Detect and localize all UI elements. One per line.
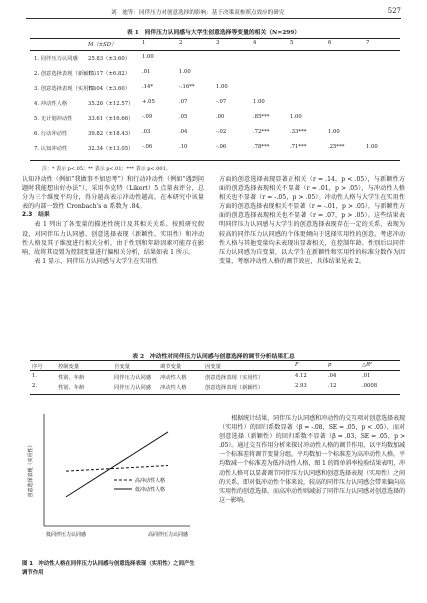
table1-cell: 10.04（±3.60） (88, 86, 130, 92)
right-column-text (219, 175, 405, 266)
table1-cell: -.07 (216, 99, 227, 105)
table1-cell: -.02 (216, 129, 227, 135)
left-column-text (22, 175, 204, 266)
table2-cell: 性别、年龄 (58, 385, 85, 391)
table2-cell: 4.12 (295, 373, 307, 379)
table1-row-label: 5. 无计划冲动性 (34, 116, 73, 122)
table1-cell: +.05 (142, 99, 155, 105)
table1-row (30, 54, 400, 63)
table1-col-header: 1 (142, 40, 146, 46)
table1-row-label: 4. 冲动性人格 (34, 101, 68, 107)
table1-row (30, 84, 400, 93)
table1-row-label: 1. 同伴压力认同感 (34, 56, 78, 62)
table1-row (30, 114, 400, 123)
table1-cell: .33*** (290, 129, 307, 135)
table2-col-header: 因变量 (205, 364, 221, 370)
x-tick-label: 低同伴压力认同感 (45, 532, 87, 538)
figure-1 (22, 408, 194, 548)
table2-cell: 2. (32, 383, 38, 389)
table1-cell: .04 (179, 129, 188, 135)
table1-row-label: 7. 认知冲动性 (34, 146, 68, 152)
table1-row-label: 3. 创意选择表现（实用性） (34, 86, 100, 92)
table1-col-header: 3 (216, 40, 220, 46)
table1-header-row (30, 40, 400, 49)
table1-col-header: 2 (179, 40, 183, 46)
table2-cell: 2.93 (295, 383, 307, 389)
table2-cell: 冲动性人格 (160, 385, 187, 391)
table1-header-rule (30, 50, 400, 51)
table1-cell: .10 (179, 144, 188, 150)
table1-col-header: M（±SD） (88, 42, 117, 48)
table1-cell: 1.00 (253, 99, 265, 105)
table1-cell: .72*** (253, 129, 270, 135)
table2-cell: 性别、年龄 (58, 375, 85, 381)
right-column-paragraph: 方面的创意选择表现显著正相关（r = .14，p < .05），与新颖性方面的创意选择表现相关不显著（r = .01，p > .05），与冲动性人格相关也不显著（r = -.05，p > .05）。冲动性人格与大学生在实用性方面的创意选择表现相关不显著（r = -.01，p > .05），与新颖性方面的创意选择表现相关也不显著（r = .07，p > .05）。这些结果表明同伴压力认同感与大学生的创意选择表现存在一定的关系，表现为较高的同伴压力认同感的个体更倾向于选择实用性的创意。考虑冲动性人格与其他变量均未表现出显著相关，在控制年龄、性别后以同伴压力认同感为自变量，以大学生在新颖性和实用性的标准分数作为因变量，考察冲动性人格的调节效应，具体结果见表 2。 (219, 176, 405, 265)
table2-cell: 创意选择表现（实用性） (205, 375, 264, 381)
table1-bottom-rule (30, 160, 400, 161)
table1-cell: -.06 (216, 144, 227, 150)
table1-cell: .03 (142, 129, 151, 135)
table1-row (30, 144, 400, 153)
running-header (26, 6, 401, 19)
table1-cell: .78*** (253, 144, 270, 150)
left-column-paragraph: 表 1 显示，同伴压力认同感与大学生在实用性 (34, 257, 158, 265)
y-axis-label: 创意选择表现（实用性） (28, 442, 34, 498)
running-head: 刘 迪等：同伴压力对创意选择的影响：基于决策双参照点效应的研究 (111, 10, 285, 16)
table2-top-rule (30, 360, 400, 361)
table1-cell: .14* (142, 84, 154, 90)
table1-row (30, 69, 400, 78)
table1-cell: -.16** (179, 84, 195, 90)
table2-col-header: 调节变量 (160, 364, 182, 370)
table2-col-header: 自变量 (114, 364, 130, 370)
table2 (30, 360, 400, 396)
table1-cell: .01 (142, 69, 151, 75)
table2-col-header: 控制变量 (58, 364, 80, 370)
table1-col-header: 4 (253, 40, 257, 46)
table1-row-label: 2. 创意选择表现（新颖性） (34, 71, 100, 77)
table1-cell: 39.82（±18.43） (88, 131, 134, 137)
table1-row-label: 6. 行动冲动性 (34, 131, 68, 137)
table2-cell: 同伴压力认同感 (114, 385, 152, 391)
left-column-paragraph: 表 1 列出了各变量的描述性统计及其相关关系。按照研究假设，对同伴压力认同感、创意选择表现（新颖性、实用性）和冲动性人格及其子维度进行相关分析，由于性别和年龄因素可能存在影响，故将其设置为控制变量进行偏相关分析，结果如表 1 所示。 (22, 221, 204, 256)
table1-cell: 11.17（±6.82） (88, 71, 130, 77)
table1-note: 注：* 表示 p<.05；** 表示 p<.01；*** 表示 p<.001。 (42, 166, 171, 172)
legend-label: 高冲动性人格 (135, 478, 166, 484)
table1 (30, 38, 400, 162)
table2-col-header: 序号 (32, 364, 43, 370)
x-tick-label: 高同伴压力认同感 (147, 532, 189, 538)
left-column-paragraph: 认知冲动性（例如“我做事不加思考”）和行动冲动性（例如“遇到问题时我能想出好办法”），采用李克特（Likert）5 点量表评分，总分为三个维度平均分，得分越高表示冲动性越高。在本研究中该量表的内部一致性 Cronbach's α 系数为 .84。 (22, 176, 204, 211)
series-line-high-impulsivity (66, 466, 168, 472)
table1-row (30, 129, 400, 138)
table2-cell: .04 (328, 373, 337, 379)
table1-cell: 1.00 (290, 114, 302, 120)
table2-col-header: △R² (362, 362, 373, 368)
table1-top-rule (30, 38, 400, 39)
table2-bottom-rule (30, 394, 400, 395)
table1-cell: .25*** (328, 144, 345, 150)
table1-cell: .85*** (253, 114, 270, 120)
table1-cell: 1.00 (328, 129, 340, 135)
page-number: 527 (387, 7, 401, 15)
table2-cell: 同伴压力认同感 (114, 375, 152, 381)
table1-cell: .00 (216, 114, 225, 120)
table1-col-header: 6 (328, 40, 332, 46)
table1-row (30, 99, 400, 108)
table1-col-header: 7 (366, 40, 370, 46)
table1-cell: .05 (179, 114, 188, 120)
table2-cell: .0008 (362, 383, 378, 389)
table2-cell: .01 (362, 373, 371, 379)
table2-col-header: F (295, 362, 299, 368)
table1-cell: 1.00 (179, 69, 191, 75)
table2-cell: 创意选择表现（新颖性） (205, 385, 264, 391)
table1-cell: 32.34（±13.05） (88, 146, 134, 152)
figure-caption: 图 1 冲动性人格在同伴压力认同感与创意选择表现（实用性）之间产生调节作用 (22, 561, 195, 576)
table2-title: 表 2 冲动性对同伴压力认同感与创意选择的调节分析结果汇总 (132, 354, 295, 360)
table1-cell: 1.00 (366, 144, 378, 150)
table2-cell: .12 (328, 383, 337, 389)
table2-col-header: p (328, 362, 332, 368)
table1-cell: 33.61（±16.66） (88, 116, 134, 122)
table2-cell: 1. (32, 373, 38, 379)
table1-cell: -.09 (142, 114, 153, 120)
table1-cell: 1.00 (216, 84, 228, 90)
table2-cell: 冲动性人格 (160, 375, 187, 381)
right-column-paragraph: 根据统计结果，同伴压力认同感和冲动性的交互项对创意选择表现（实用性）的回归系数显著（β = -.08，SE = .05，p < .05），而对创意选择（新颖性）的回归系数不显著（β = .03，SE = .05，p > .05）。通过交互作用分析来探讨冲动性人格的调节作用，以平均数加减一个标准差将调节变量分组，平均数加一个标准差为高冲动性人格，平均数减一个标准差为低冲动性人格，图 1 的简单斜率检验结果表明，冲动性人格可以显著调节同伴压力认同感和创意选择表现（实用性）之间的关系，即对低冲动性个体来说，较高的同伴压力认同感会带来偏向高实用性的创意选择，而高冲动性则减弱了同伴压力认同感对创意选择的这一影响。 (219, 415, 405, 504)
table1-cell: 1.00 (142, 54, 154, 60)
left-column-paragraph: 2.3 结果 (22, 212, 50, 219)
interaction-chart (22, 408, 194, 548)
legend-label: 低冲动性人格 (135, 487, 166, 493)
table1-cell: .07 (179, 99, 188, 105)
table1-cell: 35.26（±12.57） (88, 101, 134, 107)
table1-col-header: 5 (290, 40, 294, 46)
table1-cell: 25.83（±3.60） (88, 56, 130, 62)
table1-cell: .71*** (290, 144, 307, 150)
right-column-text-2 (219, 414, 405, 505)
table2-header-rule (30, 370, 400, 371)
table1-title: 表 1 同伴压力认同感与大学生创意选择等变量的相关（N=299） (126, 30, 301, 36)
table1-cell: -.06 (142, 144, 153, 150)
